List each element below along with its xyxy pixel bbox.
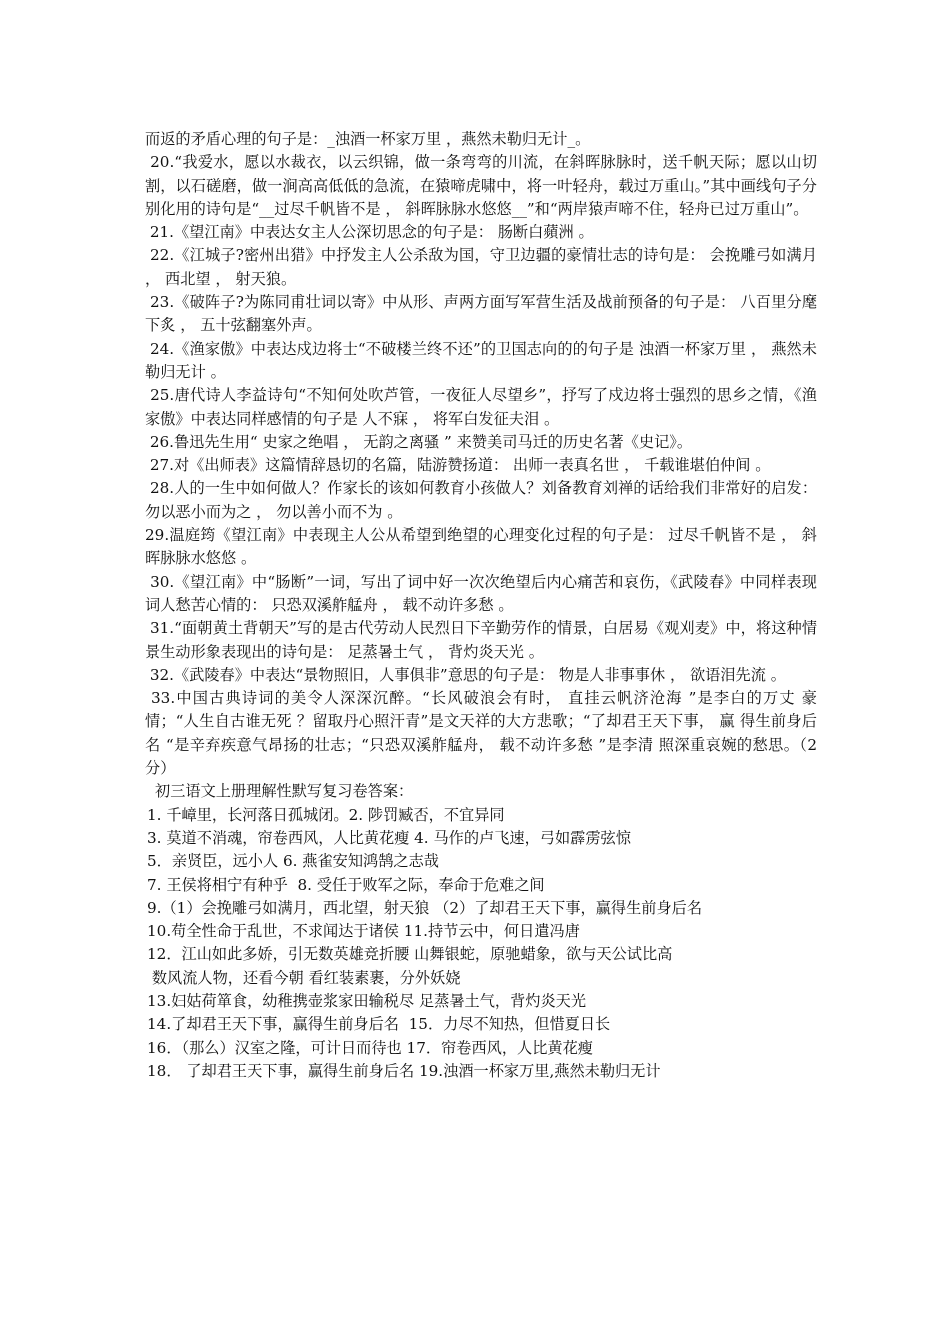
answer-line: 18． 了却君王天下事，赢得生前身后名 19.浊酒一杯家万里,燕然未勒归无计 [147, 1061, 661, 1080]
paragraph-25: 25.唐代诗人李益诗句“不知何处吹芦管，一夜征人尽望乡”，抒写了戍边将士强烈的思乡之情，《渔家傲》中表达同样感情的句子是 人不寐 ， 将军白发征夫泪 。 [145, 386, 817, 428]
paragraph-30: 30.《望江南》中“肠断”一词，写出了词中好一次次绝望后内心痛苦和哀伤，《武陵春》中同样表现词人愁苦心情的： 只恐双溪舴艋舟 ， 载不动许多愁 。 [145, 572, 817, 614]
paragraph-28: 28.人的一生中如何做人？作家长的该如何教育小孩做人？刘备教育刘禅的话给我们非常好的启发： 勿以恶小而为之 ， 勿以善小而不为 。 [145, 479, 822, 521]
paragraph-21: 21.《望江南》中表达女主人公深切思念的句子是： 肠断白蘋洲 。 [145, 223, 594, 242]
paragraph-24: 24.《渔家傲》中表达戍边将士“不破楼兰终不还”的卫国志向的的句子是 浊酒一杯家万里 ， 燕然未勒归无计 。 [145, 339, 817, 381]
answer-line: 16．（那么）汉室之隆，可计日而待也 17．帘卷西风，人比黄花瘦 [147, 1038, 593, 1057]
paragraph-29: 29.温庭筠《望江南》中表现主人公从希望到绝望的心理变化过程的句子是： 过尽千帆皆不是 ， 斜晖脉脉水悠悠 。 [145, 526, 817, 568]
paragraph-33: 33.中国古典诗词的美令人深深沉醉。“长风破浪会有时， 直挂云帆济沧海 ”是李白的万丈 豪情；“人生自古谁无死 ？留取丹心照汗青”是文天祥的大方悲歌；“了却君王天下事， 赢 得生前身后名 “是辛弃疾意气昂扬的壮志；“只恐双溪舴艋舟， 载不动许多愁 ”是李清 照深重哀婉的愁思。（2 分） [145, 689, 822, 778]
paragraph-20: 20.“我爱水，愿以水裁衣，以云织锦，做一条弯弯的川流，在斜晖脉脉时，送千帆天际；愿以山切割，以石磋磨，做一涧高高低低的急流，在猿啼虎啸中，将一叶轻舟，载过万重山。”其中画线句子分别化用的诗句是“__过尽千帆皆不是 ， 斜晖脉脉水悠悠__”和“两岸猿声啼不住，轻舟已过万重山”。 [145, 153, 818, 218]
answer-line: 10.苟全性命于乱世，不求闻达于诸侯 11.持节云中，何日遣冯唐 [147, 922, 580, 941]
answer-line: 9.（1）会挽雕弓如满月，西北望，射天狼 （2）了却君王天下事，赢得生前身后名 [147, 898, 703, 917]
answer-line: 3. 莫道不消魂，帘卷西风，人比黄花瘦 4. 马作的卢飞速，弓如霹雳弦惊 [147, 828, 631, 847]
answer-line: 数风流人物，还看今朝 看红装素裹，分外妖娆 [147, 968, 461, 987]
paragraph-31: 31.“面朝黄土背朝天”写的是古代劳动人民烈日下辛勤劳作的情景，白居易《观刈麦》中，将这种情景生动形象表现出的诗句是： 足蒸暑土气 ， 背灼炎天光 。 [145, 619, 818, 661]
answer-line: 13.妇姑荷箪食，幼稚携壶浆家田输税尽 足蒸暑土气，背灼炎天光 [147, 991, 587, 1010]
answer-line: 1. 千嶂里，长河落日孤城闭。2. 陟罚臧否，不宜异同 [147, 805, 505, 824]
answer-line: 12．江山如此多娇，引无数英雄竞折腰 山舞银蛇，原驰蜡象，欲与天公试比高 [147, 945, 673, 964]
paragraph-23: 23.《破阵子?为陈同甫壮词以寄》中从形、声两方面写军营生活及战前预备的句子是： 八百里分麾下炙 ， 五十弦翻塞外声。 [145, 293, 818, 335]
paragraph-19-end: 而返的矛盾心理的句子是：_浊酒一杯家万里 ，燕然未勒归无计_。 [145, 130, 591, 148]
paragraph-22: 22.《江城子?密州出猎》中抒发主人公杀敌为国，守卫边疆的豪情壮志的诗句是： 会挽雕弓如满月 ， 西北望 ， 射天狼。 [145, 246, 822, 288]
paragraph-27: 27.对《出师表》这篇情辞恳切的名篇，陆游赞扬道： 出师一表真名世 ， 千载谁堪伯仲间 。 [145, 456, 771, 475]
answer-line: 5．亲贤臣，远小人 6. 燕雀安知鸿鹄之志哉 [147, 852, 439, 871]
paragraph-26: 26.鲁迅先生用“ 史家之绝唱 ， 无韵之离骚 ” 来赞美司马迁的历史名著《史记》。 [145, 432, 693, 451]
document-body [145, 128, 822, 1083]
answer-line: 7. 王侯将相宁有种乎 8. 受任于败军之际，奉命于危难之间 [147, 875, 545, 894]
paragraph-32: 32.《武陵春》中表达“景物照旧，人事俱非”意思的句子是： 物是人非事事休 ， 欲语泪先流 。 [145, 665, 786, 684]
answers-heading: 初三语文上册理解性默写复习卷答案： [155, 782, 414, 801]
answer-line: 14.了却君王天下事，赢得生前身后名 15．力尽不知热，但惜夏日长 [147, 1015, 611, 1034]
